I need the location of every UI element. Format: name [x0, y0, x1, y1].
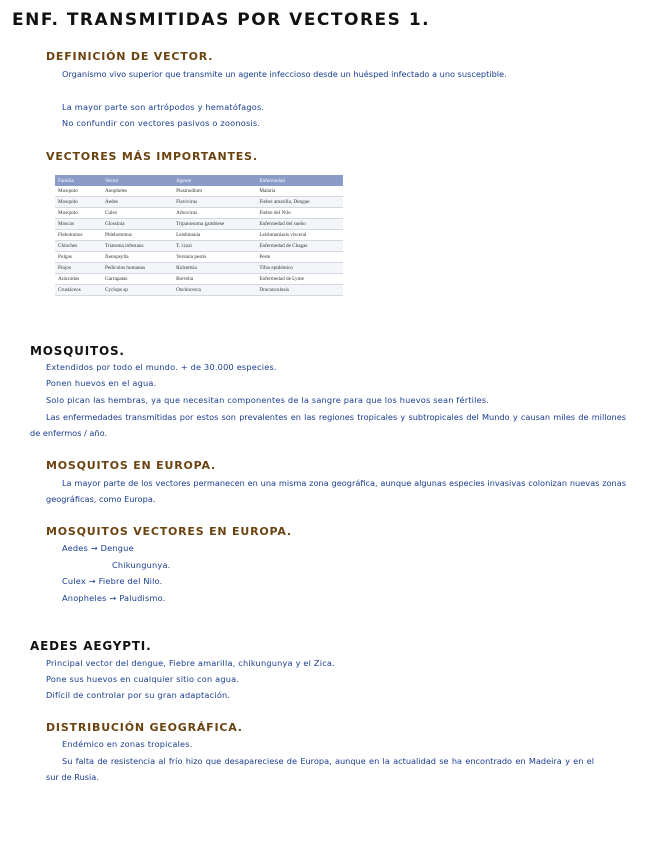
table-cell: Borrelia — [173, 274, 256, 285]
aedes-line-3: Difícil de controlar por su gran adaptación. — [46, 690, 231, 700]
vectores-europa-line-2: Chikungunya. — [112, 560, 171, 570]
importantes-heading: VECTORES MÁS IMPORTANTES. — [46, 150, 258, 163]
mosquitos-heading: MOSQUITOS. — [30, 344, 125, 358]
definicion-line-3: No confundir con vectores pasivos o zoonosis. — [62, 118, 261, 128]
table-cell: Anopheles — [102, 186, 173, 197]
table-header-cell: Agente — [173, 175, 256, 186]
table-cell: Garrapatas — [102, 274, 173, 285]
table-header-cell: Enfermedad — [256, 175, 343, 186]
table-cell: Flavivirus — [173, 197, 256, 208]
table-row — [55, 219, 343, 230]
table-cell: Mosquito — [55, 186, 102, 197]
page-title: ENF. TRANSMITIDAS POR VECTORES 1. — [12, 10, 431, 30]
definicion-line-2: La mayor parte son artrópodos y hematófagos. — [62, 102, 265, 112]
table-cell: Crustáceos — [55, 285, 102, 296]
table-cell: Enfermedad del sueño — [256, 219, 343, 230]
table-cell: Tripanosoma gambiese — [173, 219, 256, 230]
table-cell: Pulgas — [55, 252, 102, 263]
table-cell: Cyclops sp — [102, 285, 173, 296]
vectores-europa-heading: MOSQUITOS VECTORES EN EUROPA. — [46, 525, 292, 538]
table-cell: T. cruzi — [173, 241, 256, 252]
table-row — [55, 208, 343, 219]
table-cell: Xenopsylla — [102, 252, 173, 263]
table-header-cell: Familia — [55, 175, 102, 186]
distribucion-line-1: Endémico en zonas tropicales. — [62, 739, 193, 749]
europa-heading: MOSQUITOS EN EUROPA. — [46, 459, 216, 472]
vectors-table — [55, 175, 343, 296]
table-cell: Leishmaniasis visceral — [256, 230, 343, 241]
vectores-europa-line-4: Anopheles → Paludismo. — [62, 593, 166, 603]
table-row — [55, 197, 343, 208]
table-cell: Rickettsia — [173, 263, 256, 274]
table-cell: Fiebre amarilla, Dengue — [256, 197, 343, 208]
table-cell: Mosquito — [55, 208, 102, 219]
aedes-heading: AEDES AEGYPTI. — [30, 639, 152, 653]
vectores-europa-line-3: Culex → Fiebre del Nilo. — [62, 576, 163, 586]
table-row — [55, 186, 343, 197]
mosquitos-line-3: Solo pican las hembras, ya que necesitan componentes de la sangre para que los huevos sean fértiles. — [46, 395, 490, 405]
table-cell: Chinches — [55, 241, 102, 252]
table-cell: Pediculus humanus — [102, 263, 173, 274]
mosquitos-line-2: Ponen huevos en el agua. — [46, 378, 157, 388]
table-cell: Mosquito — [55, 197, 102, 208]
table-header-cell: Vector — [102, 175, 173, 186]
distribucion-heading: DISTRIBUCIÓN GEOGRÁFICA. — [46, 721, 243, 734]
table-cell: Dracunculosis — [256, 285, 343, 296]
table-cell: Culex — [102, 208, 173, 219]
table-row — [55, 230, 343, 241]
table-cell: Enfermedad de Chagas — [256, 241, 343, 252]
mosquitos-line-4: Las enfermedades transmitidas por estos son prevalentes en las regiones tropicales y subtropicales del Mundo y causan miles de millones de enfermos / año. — [30, 412, 626, 438]
aedes-line-2: Pone sus huevos en cualquier sitio con agua. — [46, 674, 240, 684]
table-cell: Phlebotomus — [102, 230, 173, 241]
table-row — [55, 274, 343, 285]
vectores-europa-line-1: Aedes → Dengue — [62, 543, 134, 553]
table-row — [55, 263, 343, 274]
table-cell: Arácnidos — [55, 274, 102, 285]
table-cell: Flebotomos — [55, 230, 102, 241]
table-cell: Yersinia pestis — [173, 252, 256, 263]
table-cell: Malaria — [256, 186, 343, 197]
table-cell: Peste — [256, 252, 343, 263]
definicion-line-1: Organismo vivo superior que transmite un agente infeccioso desde un huésped infectado a uno susceptible. — [62, 69, 507, 79]
table-cell: Piojos — [55, 263, 102, 274]
distribucion-line-2: Su falta de resistencia al frío hizo que desapareciese de Europa, aunque en la actualidad se ha encontrado en Madeira y en el sur de Rusia. — [46, 756, 594, 782]
aedes-line-1: Principal vector del dengue, Fiebre amarilla, chikungunya y el Zica. — [46, 658, 335, 668]
table-cell: Aedes — [102, 197, 173, 208]
definicion-heading: DEFINICIÓN DE VECTOR. — [46, 50, 214, 63]
table-cell: Glossinia — [102, 219, 173, 230]
mosquitos-line-1: Extendidos por todo el mundo. + de 30.000 especies. — [46, 362, 277, 372]
table-header-row — [55, 175, 343, 186]
europa-text: La mayor parte de los vectores permanecen en una misma zona geográfica, aunque algunas especies invasivas colonizan nuevas zonas geográficas, como Europa. — [46, 478, 626, 504]
table-cell: Triatoma infestans — [102, 241, 173, 252]
table-cell: Fiebre del Nilo — [256, 208, 343, 219]
table-cell: Enfermedad de Lyme — [256, 274, 343, 285]
table-cell: Plasmodium — [173, 186, 256, 197]
table-row — [55, 252, 343, 263]
table-cell: Tifus epidémico — [256, 263, 343, 274]
table-row — [55, 241, 343, 252]
table-row — [55, 285, 343, 296]
table-cell: Leishmania — [173, 230, 256, 241]
table-cell: Moscas — [55, 219, 102, 230]
table-cell: Arbovirus — [173, 208, 256, 219]
table-cell: Onchocerca — [173, 285, 256, 296]
